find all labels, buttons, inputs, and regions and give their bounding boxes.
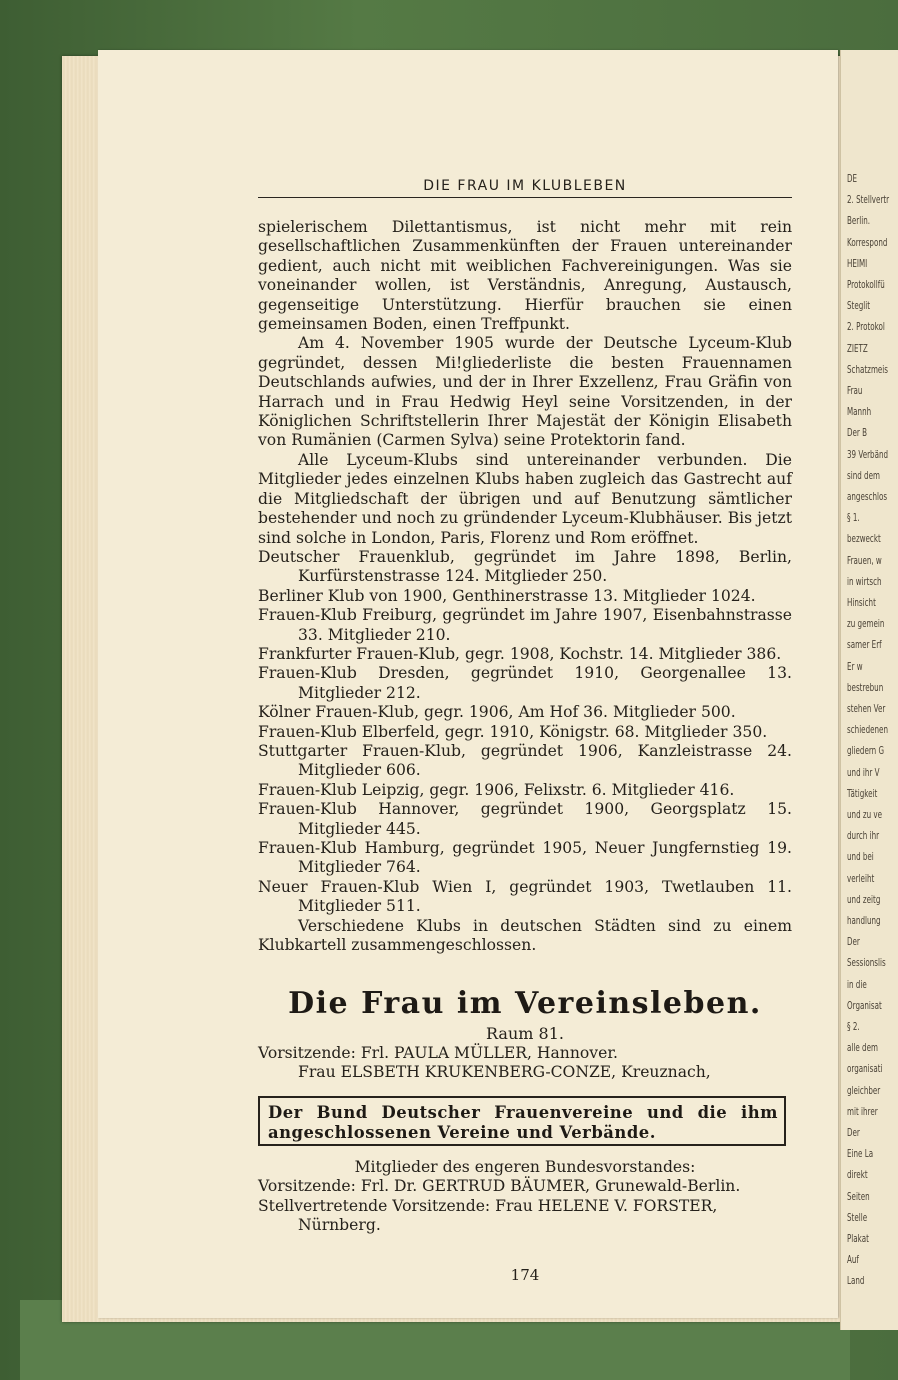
next-page-fragment: Protokollfü [847,278,885,291]
next-page-fragment: § 1. [847,511,860,525]
next-page-fragment: bezweckt [847,532,881,546]
next-page-fragment: 2. Protokol [847,320,885,334]
club-entry: Berliner Klub von 1900, Genthinerstrasse 13. Mitglieder 1024. [258,586,756,605]
next-page-fragment: und zu ve [847,808,883,821]
next-page-fragment: bestrebun [847,680,884,694]
boxed-heading [258,1096,786,1146]
paragraph: Alle Lyceum-Klubs sind untereinander verbunden. Die Mitglieder jedes einzelnen Klubs haben zugleich das Gastrecht auf die Mitgliedschaft der übrigen und auf Benutzung sämtlicher bestehender und noch zu gründender Lyceum-Klubhäuser. Bis jetzt sind solche in London, Paris, Florenz und Rom eröffnet. [258,450,792,547]
next-page-fragment: Organisat [847,998,882,1012]
next-page-fragment: Mannh [847,405,872,419]
next-page-fragment: Land [847,1274,865,1288]
next-page-fragment: angeschlos [847,490,888,503]
club-entry: Deutscher Frauenklub, gegründet im Jahre 1898, Berlin, Kurfürstenstrasse 124. Mitglieder 250. [258,547,792,586]
body-text [258,218,792,955]
next-page-fragment: Frauen, w [847,553,882,567]
next-page-fragment: und zeitg [847,892,881,906]
next-page-fragment: Eine La [847,1147,874,1161]
next-page-fragment: DE [847,172,858,185]
next-page-fragment: und bei [847,850,874,864]
next-page-fragment: Sessionslis [847,956,886,970]
next-page-fragment: Steglit [847,299,871,313]
next-page-fragment: in wirtsch [847,574,882,588]
next-page-strip [840,50,898,1330]
next-page-fragment: gliedern G [847,744,885,758]
next-page-fragment: verleiht [847,871,875,885]
next-page-fragment: sind dem [847,468,880,482]
chair-line: Frau ELSBETH KRUKENBERG-CONZE, Kreuznach, [298,1063,711,1082]
next-page-fragment: alle dem [847,1041,878,1055]
paragraph: spielerischem Dilettantismus, ist nicht mehr mit rein gesellschaftlichen Zusammenkünften der Frauen untereinander gedient, auch nicht mit weiblichen Fachvereinigungen. Was sie voneinander wollen, ist Verständnis, Anregung, Austausch, gegenseitige Unterstützung. Hierfür brauchen sie einen gemeinsamen Boden, einen Treffpunkt. [258,218,792,334]
board-entry: Vorsitzende: Frl. Dr. GERTRUD BÄUMER, Grunewald-Berlin. [258,1177,741,1196]
next-page-fragment: Berlin. [847,214,871,228]
club-entry: Neuer Frauen-Klub Wien I, gegründet 1903, Twetlauben 11. Mitglieder 511. [258,877,792,916]
next-page-fragment: Tätigkeit [847,786,878,800]
next-page-fragment: Der [847,1126,860,1139]
next-page-fragment: durch ihr [847,829,880,843]
next-page-fragment: in die [847,977,867,991]
closing-paragraph: Verschiedene Klubs in deutschen Städten sind zu einem Klubkartell zusammengeschlossen. [258,916,792,955]
next-page-fragment: ZIETZ [847,341,868,355]
page-number: 174 [510,1266,540,1284]
next-page-fragment: samer Erf [847,638,882,652]
club-entry: Frauen-Klub Freiburg, gegründet im Jahre 1907, Eisenbahnstrasse 33. Mitglieder 210. [258,606,792,644]
next-page-fragment: Frau [847,384,863,397]
chair-block [258,1044,792,1083]
boxed-heading-text: Der Bund Deutscher Frauenvereine und die ihm angeschlossenen Vereine und Verbände. [268,1103,778,1142]
chair-line: Vorsitzende: Frl. PAULA MÜLLER, Hannover. [258,1044,619,1062]
running-header: DIE FRAU IM KLUBLEBEN [423,178,627,194]
next-page-fragment: Seiten [847,1189,870,1203]
club-entry: Frauen-Klub Hamburg, gegründet 1905, Neuer Jungfernstieg 19. Mitglieder 764. [258,839,792,877]
next-page-fragment: direkt [847,1168,868,1182]
next-page-fragment: Der [847,935,860,949]
club-entry: Frauen-Klub Hannover, gegründet 1900, Georgsplatz 15. Mitglieder 445. [258,800,792,838]
room-number: Raum 81. [486,1024,564,1043]
next-page-fragment: stehen Ver [847,702,886,715]
next-page-fragment: zu gemein [847,617,885,631]
next-page-fragment: Der B [847,426,868,440]
paragraph: Am 4. November 1905 wurde der Deutsche Lyceum-Klub gegründet, dessen Mi!gliederliste die besten Frauennamen Deutschlands aufwies, und der in Ihrer Exzellenz, Frau Gräfin von Harrach und in Frau Hedwig Heyl seine Vorsitzenden, in der Königlichen Schriftstellerin Ihrer Majestät der Königin Elisabeth von Rumänien (Carmen Sylva) seine Protektorin fand. [258,334,792,450]
next-page-fragment: Schatzmeis [847,362,889,376]
next-page-fragment: 2. Stellvertr [847,193,890,207]
next-page-fragment: Stelle [847,1210,868,1224]
board-heading: Mitglieder des engeren Bundesvorstandes: [354,1158,696,1176]
next-page-fragment: gleichber [847,1083,881,1097]
next-page-fragment: § 2. [847,1020,860,1033]
header-rule [258,197,792,198]
board-entry: Stellvertretende Vorsitzende: Frau HELENE V. FORSTER, Nürnberg. [258,1196,718,1235]
club-entry: Frauen-Klub Elberfeld, gegr. 1910, Königstr. 68. Mitglieder 350. [258,722,768,741]
next-page-fragment: 39 Verbänd [847,447,889,461]
next-page-fragment: mit ihrer [847,1104,878,1118]
next-page-fragment: organisati [847,1062,883,1076]
next-page-fragment: HEIMI [847,256,868,270]
next-page-fragment: schiedenen [847,723,888,737]
club-entry: Frauen-Klub Leipzig, gegr. 1906, Felixstr. 6. Mitglieder 416. [258,780,735,799]
club-entry: Kölner Frauen-Klub, gegr. 1906, Am Hof 36. Mitglieder 500. [258,703,736,722]
next-page-fragment: Korrespond [847,235,888,249]
next-page-fragment: handlung [847,914,881,927]
next-page-fragment: Auf [847,1253,859,1267]
next-page-fragment: Plakat [847,1232,869,1245]
next-page-fragment: und ihr V [847,765,880,779]
board-block [258,1158,792,1236]
next-page-fragment: Er w [847,659,863,673]
club-entry: Stuttgarter Frauen-Klub, gegründet 1906, Kanzleistrasse 24. Mitglieder 606. [258,741,792,780]
next-page-fragment: Hinsicht [847,596,876,609]
club-entry: Frankfurter Frauen-Klub, gegr. 1908, Kochstr. 14. Mitglieder 386. [258,644,782,663]
club-entry: Frauen-Klub Dresden, gegründet 1910, Georgenallee 13. Mitglieder 212. [258,664,792,702]
section-title: Die Frau im Vereinsleben. [288,986,762,1021]
